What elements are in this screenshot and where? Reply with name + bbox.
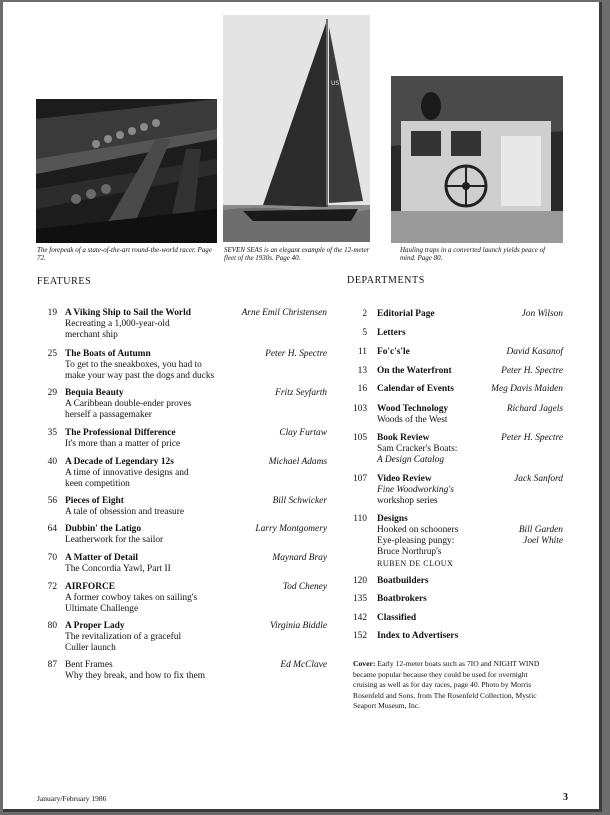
- feature-entry[interactable]: [31, 582, 331, 615]
- sail-number: US 9: [331, 80, 345, 87]
- department-description: workshop series: [377, 496, 438, 506]
- feature-author: Clay Furtaw: [279, 428, 327, 438]
- department-entry[interactable]: [347, 347, 563, 358]
- feature-title: A Decade of Legendary 12s: [65, 457, 174, 467]
- feature-description: A time of innovative designs and: [65, 468, 189, 478]
- launch-caption: Hauling traps in a converted launch yields peace of mind. Page 80.: [400, 246, 546, 262]
- department-title: Fo'c's'le: [377, 347, 410, 357]
- feature-entry[interactable]: [31, 428, 331, 450]
- feature-description: Leatherwork for the sailor: [65, 535, 164, 545]
- feature-page-number: 64: [47, 524, 57, 534]
- department-title: Boatbuilders: [377, 576, 429, 586]
- department-author: Jon Wilson: [521, 309, 563, 319]
- feature-description: A tale of obsession and treasure: [65, 507, 184, 517]
- feature-entry[interactable]: [31, 349, 331, 382]
- feature-author: Maynard Bray: [272, 553, 327, 563]
- department-author: Bill Garden: [518, 525, 563, 535]
- department-description: Fine Woodworking's: [377, 485, 454, 495]
- department-page-number: 5: [362, 328, 367, 338]
- forepeak-photo: [36, 99, 217, 243]
- department-page-number: 142: [352, 613, 367, 623]
- feature-title: Bent Frames: [65, 660, 113, 670]
- department-entry[interactable]: [347, 404, 563, 426]
- department-page-number: 103: [352, 404, 367, 414]
- department-title: Book Review: [377, 433, 430, 443]
- department-entry[interactable]: [347, 474, 563, 507]
- feature-description: It's more than a matter of price: [65, 439, 181, 449]
- feature-entry[interactable]: [31, 524, 331, 546]
- feature-author: Fritz Seyfarth: [275, 388, 327, 398]
- department-title: Wood Technology: [377, 404, 449, 414]
- feature-description: To get to the sneakboxes, you had to: [65, 360, 202, 370]
- department-author: Peter H. Spectre: [501, 366, 563, 376]
- department-entry[interactable]: [347, 594, 563, 605]
- feature-description: Why they break, and how to fix them: [65, 671, 206, 681]
- feature-page-number: 56: [47, 496, 57, 506]
- feature-title: A Proper Lady: [65, 621, 125, 631]
- feature-description: Recreating a 1,000-year-old: [65, 319, 170, 329]
- feature-author: Michael Adams: [268, 457, 327, 467]
- feature-author: Larry Montgomery: [255, 524, 327, 534]
- department-entry[interactable]: [347, 613, 563, 624]
- feature-description: Culler launch: [65, 643, 116, 653]
- feature-entry[interactable]: [31, 308, 331, 341]
- department-author: Joel White: [523, 536, 563, 546]
- department-description: Woods of the West: [377, 415, 448, 425]
- department-description: Sam Cracker's Boats:: [377, 444, 458, 454]
- feature-title: A Matter of Detail: [65, 553, 138, 563]
- department-title: On the Waterfront: [377, 366, 452, 376]
- department-subitem: RUBEN DE CLOUX: [377, 559, 454, 568]
- forepeak-caption: The forepeak of a state-of-the-art round-the-world racer. Page 72.: [37, 246, 212, 262]
- department-title: Calendar of Events: [377, 384, 454, 394]
- feature-entry[interactable]: [31, 457, 331, 490]
- feature-title: AIRFORCE: [65, 582, 116, 592]
- department-entry[interactable]: [347, 309, 563, 320]
- feature-author: Peter H. Spectre: [265, 349, 327, 359]
- feature-title: The Professional Difference: [65, 428, 176, 438]
- department-title: Video Review: [377, 474, 432, 484]
- department-entry[interactable]: [347, 433, 563, 466]
- feature-entry[interactable]: [31, 553, 331, 575]
- cover-label: Cover:: [353, 659, 376, 668]
- department-author: Jack Sanford: [514, 474, 563, 484]
- department-page-number: 105: [352, 433, 367, 443]
- department-subitem: Bruce Northrup's: [377, 547, 442, 557]
- department-entry[interactable]: [347, 514, 563, 569]
- department-page-number: 16: [357, 384, 367, 394]
- department-description: A Design Catalog: [377, 455, 445, 465]
- department-title: Letters: [377, 328, 406, 338]
- feature-author: Ed McClave: [280, 660, 327, 670]
- department-title: Boatbrokers: [377, 594, 427, 604]
- feature-page-number: 40: [47, 457, 57, 467]
- feature-title: A Viking Ship to Sail the World: [65, 308, 191, 318]
- feature-description: The revitalization of a graceful: [65, 632, 182, 642]
- page-number: 3: [563, 792, 568, 803]
- feature-entry[interactable]: [31, 660, 331, 682]
- feature-page-number: 25: [47, 349, 57, 359]
- feature-entry[interactable]: [31, 388, 331, 421]
- department-subitem: Eye-pleasing pungy:: [377, 536, 455, 546]
- feature-description: A former cowboy takes on sailing's: [65, 593, 198, 603]
- issue-date: January/February 1986: [37, 794, 107, 803]
- feature-author: Arne Emil Christensen: [241, 308, 327, 318]
- launch-photo: [391, 76, 563, 243]
- feature-title: Bequia Beauty: [65, 388, 124, 398]
- cover-note: [353, 659, 553, 712]
- department-author: Meg Davis Maiden: [491, 384, 563, 394]
- feature-page-number: 29: [47, 388, 57, 398]
- department-page-number: 135: [352, 594, 367, 604]
- feature-author: Bill Schwicker: [272, 496, 327, 506]
- feature-description: The Concordia Yawl, Part II: [65, 564, 171, 574]
- department-subitem: Hooked on schooners: [377, 525, 459, 535]
- feature-page-number: 80: [47, 621, 57, 631]
- feature-page-number: 87: [47, 660, 57, 670]
- magazine-page: [3, 2, 602, 812]
- department-entry[interactable]: [347, 366, 563, 377]
- department-author: Peter H. Spectre: [501, 433, 563, 443]
- feature-description: Ultimate Challenge: [65, 604, 139, 614]
- feature-page-number: 72: [47, 582, 57, 592]
- department-author: Richard Jagels: [506, 404, 563, 414]
- cover-text: Early 12-meter boats such as 7IO and NIGHT WIND became popular because they could be used for overnight cruising as well as for day races, page 40. Photo by Morris Rosenfeld and Sons, from The Rosenfeld Collection, Mystic Seaport Museum, Inc.: [353, 659, 540, 710]
- feature-description: make your way past the dogs and ducks: [65, 371, 215, 381]
- feature-author: Tod Cheney: [282, 582, 327, 592]
- department-title: Designs: [377, 514, 408, 524]
- department-entry[interactable]: [347, 328, 563, 339]
- feature-author: Virginia Biddle: [269, 621, 327, 631]
- feature-description: merchant ship: [65, 330, 118, 340]
- department-page-number: 11: [357, 347, 367, 357]
- feature-description: herself a passagemaker: [65, 410, 152, 420]
- department-entry[interactable]: [347, 631, 563, 642]
- sailboat-caption: SEVEN SEAS is an elegant example of the 12-meter fleet of the 1930s. Page 40.: [224, 246, 370, 262]
- department-entry[interactable]: [347, 576, 563, 587]
- department-page-number: 120: [352, 576, 367, 586]
- feature-page-number: 35: [47, 428, 57, 438]
- department-page-number: 110: [353, 514, 367, 524]
- feature-description: keen competition: [65, 479, 130, 489]
- department-page-number: 2: [362, 309, 367, 319]
- feature-page-number: 19: [47, 308, 57, 318]
- department-title: Index to Advertisers: [377, 631, 459, 641]
- department-page-number: 13: [357, 366, 367, 376]
- department-title: Classified: [377, 613, 417, 623]
- feature-title: The Boats of Autumn: [65, 349, 151, 359]
- department-author: David Kasanof: [506, 347, 563, 357]
- feature-page-number: 70: [47, 553, 57, 563]
- feature-title: Pieces of Eight: [65, 496, 124, 506]
- department-page-number: 107: [352, 474, 367, 484]
- department-title: Editorial Page: [377, 309, 435, 319]
- features-heading: FEATURES: [37, 276, 92, 287]
- department-page-number: 152: [352, 631, 367, 641]
- feature-title: Dubbin' the Latigo: [65, 524, 142, 534]
- feature-entry[interactable]: [31, 496, 331, 518]
- departments-heading: DEPARTMENTS: [347, 275, 425, 286]
- sailboat-photo: [223, 15, 370, 242]
- department-entry[interactable]: [347, 384, 563, 395]
- feature-entry[interactable]: [31, 621, 331, 654]
- feature-description: A Caribbean double-ender proves: [65, 399, 192, 409]
